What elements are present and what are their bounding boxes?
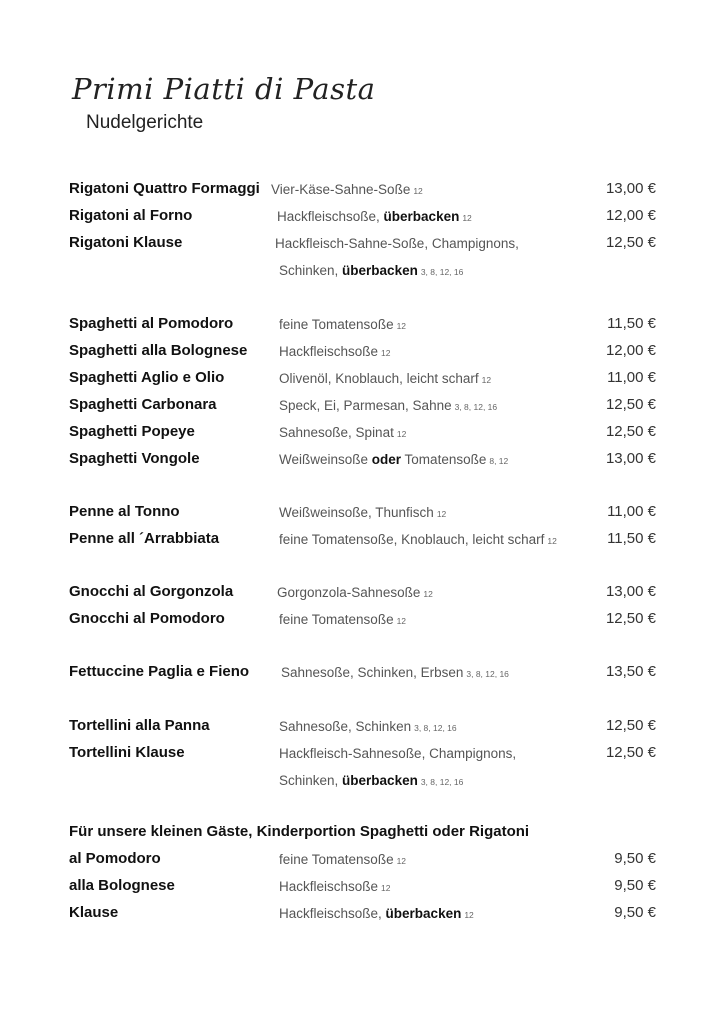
dish-name: Rigatoni al Forno: [69, 207, 193, 224]
allergen-codes: 3, 8, 12, 16: [420, 777, 464, 787]
kids-item-row: [69, 877, 659, 899]
dish-price: 9,50 €: [614, 877, 656, 894]
dish-description: [279, 612, 406, 627]
dish-price: 13,50 €: [605, 663, 656, 680]
dish-name: alla Bolognese: [69, 877, 175, 894]
description-emphasis: überbacken: [383, 209, 460, 224]
dish-price: 9,50 €: [614, 850, 656, 867]
menu-item-row: [69, 663, 659, 685]
dish-description: [279, 452, 508, 467]
allergen-codes: 12: [462, 213, 472, 223]
allergen-codes: 3, 8, 12, 16: [454, 402, 498, 412]
dish-price: 12,50 €: [605, 234, 656, 251]
dish-price: 12,50 €: [605, 610, 656, 627]
description-text: feine Tomatensoße: [279, 317, 394, 332]
dish-name: Rigatoni Quattro Formaggi: [69, 180, 260, 197]
dish-price: 13,00 €: [605, 180, 656, 197]
allergen-codes: 8, 12: [489, 456, 509, 466]
menu-item-row: [69, 530, 659, 552]
allergen-codes: 12: [481, 375, 492, 385]
dish-name: Penne all ´Arrabbiata: [69, 530, 220, 547]
description-text: Olivenöl, Knoblauch, leicht scharf: [279, 371, 479, 386]
menu-item-row: [69, 315, 659, 337]
menu-item-row: [69, 583, 659, 605]
allergen-codes: 12: [423, 589, 433, 599]
menu-item-row: [69, 450, 659, 472]
dish-price: 13,00 €: [605, 450, 656, 467]
dish-description: [279, 719, 457, 734]
allergen-codes: 12: [381, 883, 391, 893]
description-text: Sahnesoße, Spinat: [279, 425, 394, 440]
kids-item-row: [69, 904, 659, 926]
description-text: Gorgonzola-Sahnesoße: [277, 585, 421, 600]
allergen-codes: 12: [464, 910, 474, 920]
dish-name: Spaghetti Aglio e Olio: [69, 369, 225, 386]
allergen-codes: 12: [547, 536, 557, 546]
description-text: Hackfleischsoße,: [279, 906, 386, 921]
allergen-codes: 3, 8, 12, 16: [466, 669, 509, 679]
dish-name: Spaghetti alla Bolognese: [69, 342, 248, 359]
dish-name: Rigatoni Klause: [69, 234, 183, 251]
description-text: Schinken,: [279, 263, 343, 278]
description-text: Weißweinsoße, Thunfisch: [279, 505, 434, 520]
menu-item-row: [69, 180, 659, 202]
dish-description: [271, 182, 423, 197]
menu-item-row: [69, 342, 659, 364]
menu-item-row: [69, 396, 659, 418]
dish-price: 13,00 €: [605, 583, 656, 600]
dish-description: [279, 398, 497, 413]
menu-subtitle: Nudelgerichte: [86, 112, 204, 133]
dish-description: [279, 852, 406, 867]
description-text: Speck, Ei, Parmesan, Sahne: [279, 398, 452, 413]
kids-heading: Für unsere kleinen Gäste, Kinderportion Spaghetti oder Rigatoni: [69, 823, 530, 840]
dish-description: [279, 746, 519, 761]
dish-description: [277, 209, 472, 224]
description-text: Schinken,: [279, 773, 343, 788]
dish-description: [275, 236, 522, 251]
menu-title: Primi Piatti di Pasta: [72, 72, 376, 106]
dish-description: [279, 532, 557, 547]
dish-name: Spaghetti Popeye: [69, 423, 195, 440]
menu-item-row: [69, 234, 659, 256]
dish-description: [279, 773, 463, 788]
allergen-codes: 3, 8, 12, 16: [414, 723, 457, 733]
dish-price: 11,50 €: [607, 315, 656, 332]
allergen-codes: 12: [396, 616, 407, 626]
allergen-codes: 12: [396, 429, 407, 439]
description-text: Sahnesoße, Schinken: [279, 719, 412, 734]
menu-item-row: [69, 423, 659, 445]
dish-description: [279, 263, 463, 278]
dish-name: Gnocchi al Pomodoro: [69, 610, 225, 627]
dish-description: [279, 425, 406, 440]
dish-price: 11,00 €: [607, 369, 656, 386]
menu-item-row: [69, 207, 659, 229]
menu-item-row: [69, 610, 659, 632]
dish-price: 12,00 €: [605, 207, 656, 224]
allergen-codes: 12: [396, 856, 407, 866]
menu-item-row: [69, 744, 659, 766]
dish-name: Fettuccine Paglia e Fieno: [69, 663, 250, 680]
dish-description: [279, 505, 446, 520]
allergen-codes: 12: [381, 348, 391, 358]
description-text: Hackfleisch-Sahne-Soße, Champignons,: [275, 236, 519, 251]
description-text: Hackfleischsoße: [279, 879, 379, 894]
menu-item-row: [69, 503, 659, 525]
description-text: feine Tomatensoße: [279, 612, 394, 627]
dish-name: Spaghetti Carbonara: [69, 396, 217, 413]
dish-name: Klause: [69, 904, 119, 921]
menu-item-row: [69, 369, 659, 391]
description-text: Hackfleischsoße: [279, 344, 379, 359]
dish-price: 11,00 €: [607, 503, 656, 520]
dish-name: Gnocchi al Gorgonzola: [69, 583, 234, 600]
description-text: Vier-Käse-Sahne-Soße: [271, 182, 411, 197]
kids-item-row: [69, 850, 659, 872]
allergen-codes: 3, 8, 12, 16: [420, 267, 464, 277]
dish-name: Tortellini Klause: [69, 744, 185, 761]
dish-description: [279, 317, 406, 332]
menu-item-row: [69, 717, 659, 739]
description-emphasis: überbacken: [342, 263, 418, 278]
description-text: Sahnesoße, Schinken, Erbsen: [281, 665, 464, 680]
dish-price: 12,50 €: [605, 717, 656, 734]
dish-description: [279, 371, 491, 386]
description-text: feine Tomatensoße: [279, 852, 394, 867]
menu-item-row: [69, 771, 659, 793]
dish-name: Tortellini alla Panna: [69, 717, 210, 734]
dish-name: al Pomodoro: [69, 850, 161, 867]
description-emphasis: oder: [371, 452, 402, 467]
dish-price: 12,50 €: [605, 744, 656, 761]
description-text: Weißweinsoße: [279, 452, 372, 467]
dish-description: [279, 344, 391, 359]
description-text-after: Tomatensoße: [401, 452, 487, 467]
menu-item-row: [69, 261, 659, 283]
description-emphasis: überbacken: [385, 906, 462, 921]
dish-price: 9,50 €: [614, 904, 656, 921]
dish-description: [279, 906, 474, 921]
description-text: Hackfleischsoße,: [277, 209, 384, 224]
dish-name: Spaghetti al Pomodoro: [69, 315, 234, 332]
dish-description: [277, 585, 433, 600]
description-emphasis: überbacken: [342, 773, 418, 788]
dish-price: 12,00 €: [605, 342, 656, 359]
dish-name: Penne al Tonno: [69, 503, 180, 520]
dish-description: [281, 665, 509, 680]
description-text: Hackfleisch-Sahnesoße, Champignons,: [279, 746, 517, 761]
allergen-codes: 12: [396, 321, 407, 331]
dish-price: 12,50 €: [605, 396, 656, 413]
description-text: feine Tomatensoße, Knoblauch, leicht scharf: [279, 532, 545, 547]
allergen-codes: 12: [436, 509, 447, 519]
allergen-codes: 12: [413, 186, 423, 196]
dish-price: 11,50 €: [607, 530, 656, 547]
dish-description: [279, 879, 391, 894]
dish-name: Spaghetti Vongole: [69, 450, 200, 467]
dish-price: 12,50 €: [605, 423, 656, 440]
